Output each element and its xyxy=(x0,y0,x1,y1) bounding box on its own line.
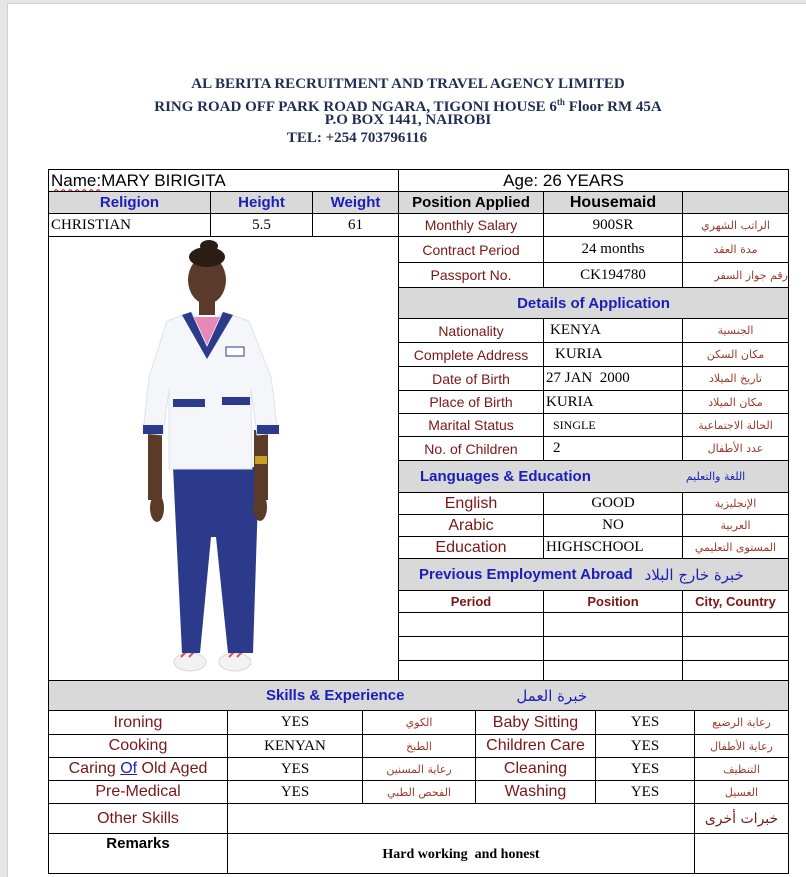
nationality-label: Nationality xyxy=(398,318,544,343)
marital-status-label: Marital Status xyxy=(398,413,544,437)
education-label: Education xyxy=(398,536,544,559)
position-applied-label: Position Applied xyxy=(398,191,544,214)
contract-period-value: 24 months xyxy=(543,236,683,263)
skill-babysitting-value: YES xyxy=(595,710,695,735)
contract-period-arabic: مدة العقد xyxy=(682,236,789,263)
remarks-label: Remarks xyxy=(48,833,228,874)
skill-cleaning-value: YES xyxy=(595,757,695,781)
candidate-name: MARY BIRIGITA xyxy=(101,170,226,190)
languages-title: Languages & Education xyxy=(420,468,591,485)
other-skills-value xyxy=(227,803,695,834)
employment-row-2-city xyxy=(682,636,789,661)
remarks-value: Hard working and honest xyxy=(227,833,695,874)
height-header: Height xyxy=(210,191,313,214)
contract-period-label: Contract Period xyxy=(398,236,544,263)
nationality-arabic: الجنسية xyxy=(682,318,789,343)
skills-title-arabic: خبرة العمل xyxy=(516,686,588,705)
pob-label: Place of Birth xyxy=(398,390,544,414)
employment-row-2-position xyxy=(543,636,683,661)
skill-washing-arabic: الغسيل xyxy=(694,780,789,804)
address-floor: Floor RM 45A xyxy=(564,99,662,115)
children-label: No. of Children xyxy=(398,436,544,461)
skill-cleaning-label: Cleaning xyxy=(475,757,596,781)
employment-row-1-position xyxy=(543,612,683,637)
skill-elderly-care-value: YES xyxy=(227,757,363,781)
height-value: 5.5 xyxy=(210,213,313,237)
address-label: Complete Address xyxy=(398,342,544,367)
children-value: 2 xyxy=(543,436,683,461)
skill-childcare-arabic: رعاية الأطفال xyxy=(694,734,789,758)
skill-premedical-arabic: الفحص الطبي xyxy=(362,780,476,804)
employment-row-2-period xyxy=(398,636,544,661)
skills-section-title xyxy=(48,680,789,711)
other-skills-arabic: خبرات أخرى xyxy=(694,803,789,834)
employment-section-title xyxy=(398,558,789,591)
skill-ironing-value: YES xyxy=(227,710,363,735)
name-cell xyxy=(48,169,399,192)
passport-arabic: رقم جواز السفر xyxy=(682,262,789,288)
religion-value: CHRISTIAN xyxy=(48,213,211,237)
weight-header: Weight xyxy=(312,191,399,214)
skill-childcare-label: Children Care xyxy=(475,734,596,758)
children-arabic: عدد الأطفال xyxy=(682,436,789,461)
languages-section-title xyxy=(398,460,789,493)
nationality-value: KENYA xyxy=(543,318,683,343)
skill-ironing-arabic: الكوي xyxy=(362,710,476,735)
english-arabic: الإنجليزية xyxy=(682,492,789,515)
languages-title-arabic: اللغة والتعليم xyxy=(685,470,746,483)
employment-period-header: Period xyxy=(398,590,544,613)
name-label: Name: xyxy=(51,170,102,190)
other-skills-label: Other Skills xyxy=(48,803,228,834)
company-pobox: P.O BOX 1441, NAIROBI xyxy=(324,112,492,128)
employment-row-3-period xyxy=(398,660,544,681)
marital-status-arabic: الحالة الاجتماعية xyxy=(682,413,789,437)
candidate-photo xyxy=(49,237,397,680)
skill-babysitting-arabic: رعاية الرضيع xyxy=(694,710,789,735)
arabic-value: NO xyxy=(543,514,683,537)
dob-label: Date of Birth xyxy=(398,366,544,391)
skill-babysitting-label: Baby Sitting xyxy=(475,710,596,735)
education-arabic: المستوى التعليمي xyxy=(682,536,789,559)
age-cell: Age: 26 YEARS xyxy=(398,169,789,192)
skill-cooking-arabic: الطبخ xyxy=(362,734,476,758)
address-superscript: th xyxy=(556,97,565,107)
monthly-salary-label: Monthly Salary xyxy=(398,213,544,237)
skill-premedical-label: Pre-Medical xyxy=(48,780,228,804)
dob-value: 27 JAN 2000 xyxy=(543,366,683,391)
pob-arabic: مكان الميلاد xyxy=(682,390,789,414)
passport-label: Passport No. xyxy=(398,262,544,288)
arabic-label: Arabic xyxy=(398,514,544,537)
position-applied-value: Housemaid xyxy=(543,191,683,214)
education-value: HIGHSCHOOL xyxy=(543,536,683,559)
pob-value: KURIA xyxy=(543,390,683,414)
employment-position-header: Position xyxy=(543,590,683,613)
english-value: GOOD xyxy=(543,492,683,515)
english-label: English xyxy=(398,492,544,515)
skill-elderly-care-arabic: رعاية المسنين xyxy=(362,757,476,781)
position-arabic-empty xyxy=(682,191,789,214)
skill-washing-value: YES xyxy=(595,780,695,804)
skill-cleaning-arabic: التنظيف xyxy=(694,757,789,781)
employment-row-3-city xyxy=(682,660,789,681)
monthly-salary-value: 900SR xyxy=(543,213,683,237)
employment-city-header: City, Country xyxy=(682,590,789,613)
employment-title-arabic: خبرة خارج البلاد xyxy=(644,565,744,584)
skill-elderly-care-text-1: Caring xyxy=(68,760,121,777)
skill-elderly-care-text-3: Old Aged xyxy=(137,760,208,777)
candidate-figure-icon xyxy=(49,237,397,680)
skills-title: Skills & Experience xyxy=(266,687,405,704)
skill-ironing-label: Ironing xyxy=(48,710,228,735)
address-text: RING ROAD OFF PARK ROAD NGARA, TIGONI HOUSE 6 xyxy=(154,99,557,115)
company-name: AL BERITA RECRUITMENT AND TRAVEL AGENCY LIMITED xyxy=(191,76,625,92)
skill-cooking-value: KENYAN xyxy=(227,734,363,758)
religion-header: Religion xyxy=(48,191,211,214)
remarks-arabic-empty xyxy=(694,833,789,874)
employment-row-1-period xyxy=(398,612,544,637)
employment-row-1-city xyxy=(682,612,789,637)
dob-arabic: تاريخ الميلاد xyxy=(682,366,789,391)
weight-value: 61 xyxy=(312,213,399,237)
monthly-salary-arabic: الراتب الشهري xyxy=(682,213,789,237)
skill-washing-label: Washing xyxy=(475,780,596,804)
address-arabic: مكان السكن xyxy=(682,342,789,367)
skill-elderly-care-label xyxy=(48,757,228,781)
passport-value: CK194780 xyxy=(543,262,683,288)
employment-title: Previous Employment Abroad xyxy=(419,566,633,583)
skill-cooking-label: Cooking xyxy=(48,734,228,758)
details-section-title: Details of Application xyxy=(398,287,789,319)
marital-status-value: SINGLE xyxy=(543,413,683,437)
skill-elderly-care-text-2: Of xyxy=(120,760,138,777)
address-value: KURIA xyxy=(543,342,683,367)
employment-row-3-position xyxy=(543,660,683,681)
company-telephone: TEL: +254 703796116 xyxy=(286,130,428,146)
skill-premedical-value: YES xyxy=(227,780,363,804)
skill-childcare-value: YES xyxy=(595,734,695,758)
arabic-arabic: العربية xyxy=(682,514,789,537)
